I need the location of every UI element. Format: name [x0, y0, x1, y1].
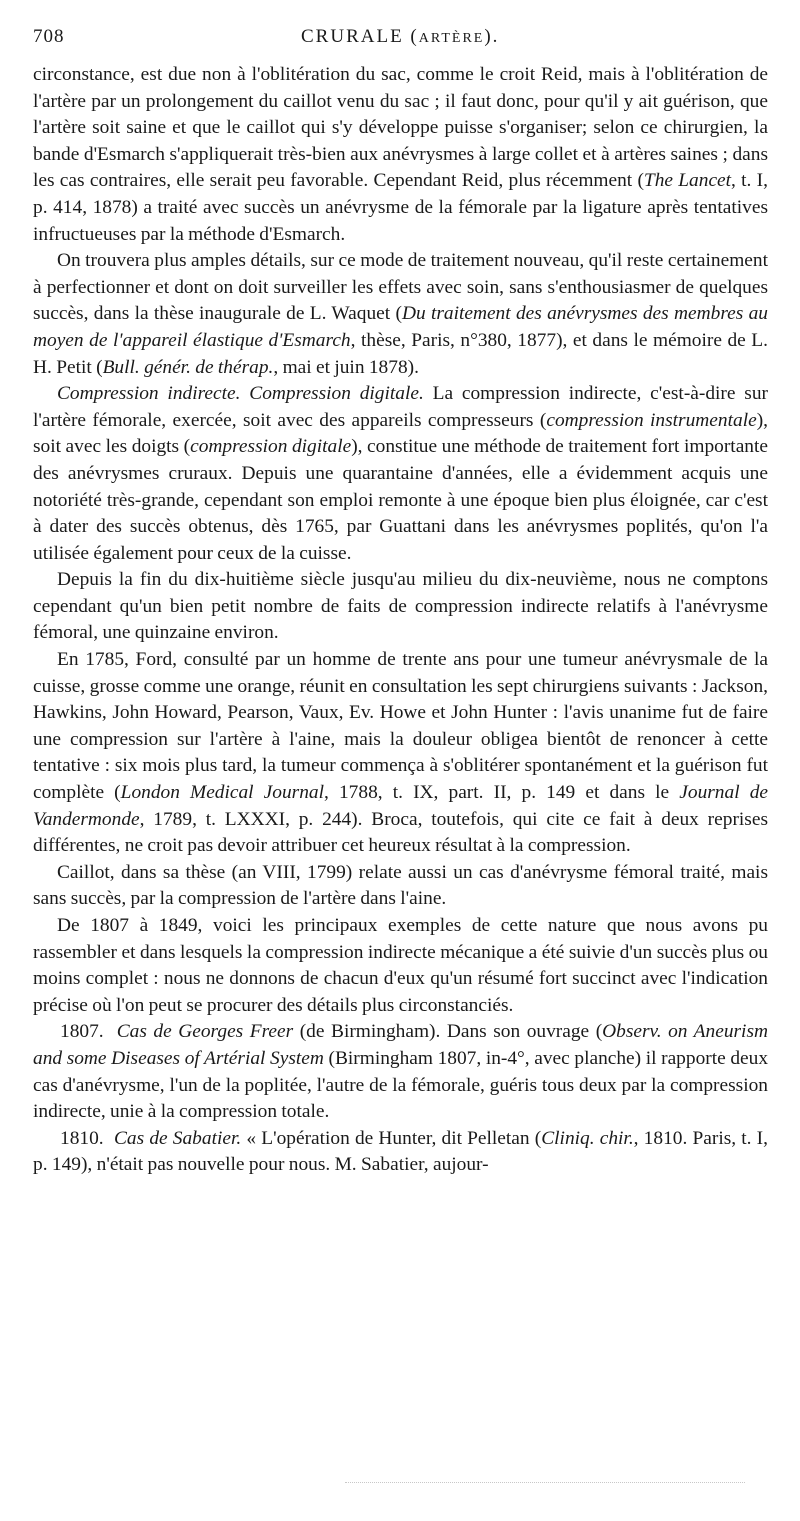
entry-1810-sabatier [33, 1126, 768, 1179]
text-run: , 1810. Paris, t. I, p. 149), n'était pas nouvelle pour nous. M. Sabatier, aujour- [33, 1127, 768, 1176]
paragraph-1807-1849 [33, 913, 768, 1019]
citation-title: Bull. génér. de thérap. [102, 356, 274, 378]
text-run: ), constitue une méthode de traitement fort importante des anévrysmes cruraux. Depuis une quarantaine d'années, elle a évidemment acquis une notoriété très-grande, cependant son emploi remonte à une époque bien plus éloignée, car c'est à dater des succès obtenus, dès 1765, par Guattani dans les anévrysmes poplités, qu'on l'a utilisée également pour ceux de la cuisse. [33, 436, 768, 564]
text-run: En 1785, Ford, consulté par un homme de trente ans pour une tumeur anévrysmale de la cuisse, grosse comme une orange, réunit en consultation les sept chirurgiens suivants : Jackson, Hawkins, John Howard, Pearson, Vaux, Ev. Howe et John Hunter : l'avis unanime fut de faire une compression sur l'artère à l'aine, mais la douleur obligea bientôt de renoncer à cette tentative : six mois plus tard, la tumeur commença à s'oblitérer spontanément et la guérison fut complète ( [33, 649, 768, 804]
citation-title: Observ. on Aneurism and some Diseases of Artérial System [33, 1021, 768, 1069]
body-text [33, 62, 768, 1179]
case-title: Cas de Sabatier. [113, 1127, 242, 1149]
citation-title: Journal de Vandermonde [33, 782, 769, 830]
text-run: (Birmingham 1807, in-4°, avec planche) il rapporte deux cas d'anévrysme, l'un de la poplitée, l'autre de la fémorale, guéris tous deux par la compression indirecte, unie à la compression totale. [33, 1047, 769, 1123]
term: compression instrumentale [546, 409, 757, 431]
entry-year: 1810. [60, 1127, 104, 1149]
running-head [301, 26, 499, 48]
paragraph-history [33, 567, 768, 647]
citation-title: Du traitement des anévrysmes des membres au moyen de l'appareil élastique d'Esmarch [33, 303, 768, 351]
text-run: , 1788, t. IX, part. II, p. 149 et dans le [324, 782, 680, 804]
case-title: Cas de Georges Freer [116, 1021, 294, 1043]
citation-title: The Lancet [643, 170, 732, 192]
text-run: De 1807 à 1849, voici les principaux exemples de cette nature que nous avons pu rassembler et dans lesquels la compression indirecte mécanique a été suivie d'un succès plus ou moins complet : nous ne donnons de chacun d'eux qu'un résumé fort succinct avec l'indication précise où l'on peut se procurer des détails plus circonstanciés. [33, 915, 768, 1016]
bleed-through-rule [345, 1482, 745, 1484]
book-page [33, 26, 768, 1179]
text-run: (de Birmingham). Dans son ouvrage ( [293, 1021, 603, 1043]
text-run: , 1789, t. LXXXI, p. 244). Broca, toutefois, qui cite ce fait à deux reprises différentes, ne croit pas devoir attribuer cet heureux résultat à la compression. [33, 808, 768, 857]
paragraph-ford-1785 [33, 647, 768, 860]
page-number: 708 [33, 26, 65, 47]
citation-title: London Medical Journal [120, 782, 325, 804]
text-run: circonstance, est due non à l'oblitération du sac, comme le croit Reid, mais à l'oblitération de l'artère par un prolongement du caillot venu du sac ; il faut donc, pour qu'il y ait guérison, que l'artère soit saine et que le caillot qui s'y développe puisse s'organiser; selon ce chirurgien, la bande d'Esmarch s'appliquerait très-bien aux anévrysmes à large collet et à artères saines ; dans les cas contraires, elle serait peu favorable. Cependant Reid, plus récemment ( [33, 64, 768, 192]
text-run: Caillot, dans sa thèse (an VIII, 1799) relate aussi un cas d'anévrysme fémoral traité, mais sans succès, par la compression de l'artère dans l'aine. [33, 861, 768, 910]
citation-title: Cliniq. chir. [541, 1127, 634, 1149]
running-head-main: CRURALE ( [301, 26, 419, 47]
text-run: « L'opération de Hunter, dit Pelletan ( [241, 1127, 542, 1149]
paragraph-waquet [33, 248, 768, 381]
text-run: ), soit avec les doigts ( [33, 409, 768, 458]
text-run: Depuis la fin du dix-huitième siècle jusqu'au milieu du dix-neuvième, nous ne comptons cependant qu'un bien petit nombre de faits de compression indirecte relatifs à l'anévrysme fémoral, une quinzaine environ. [33, 569, 768, 644]
text-run: , mai et juin 1878). [273, 356, 419, 378]
running-head-close: ). [484, 26, 500, 47]
text-run: On trouvera plus amples détails, sur ce mode de traitement nouveau, qu'il reste certainement à perfectionner et dont on doit surveiller les effets avec soin, sans s'enthousiasmer de quelques succès, dans la thèse inaugurale de L. Waquet ( [33, 250, 768, 325]
text-run: , thèse, Paris, n°380, 1877), et dans le mémoire de L. H. Petit ( [33, 329, 768, 378]
paragraph-caillot [33, 860, 768, 913]
paragraph-continuation [33, 62, 768, 248]
term: compression digitale [190, 436, 352, 458]
entry-1807-freer [33, 1019, 768, 1125]
text-run: La compression indirecte, c'est-à-dire sur l'artère fémorale, exercée, soit avec des appareils compresseurs ( [33, 383, 768, 431]
section-heading: Compression indirecte. Compression digitale. [57, 383, 424, 405]
paragraph-compression-indirecte [33, 381, 768, 567]
entry-year: 1807. [60, 1021, 104, 1043]
running-head-smallcaps: ARTÈRE [418, 31, 485, 46]
page-header [33, 26, 768, 62]
text-run: , t. I, p. 414, 1878) a traité avec succès un anévrysme de la fémorale par la ligature après tentatives infructueuses par la méthode d'Esmarch. [33, 170, 768, 245]
